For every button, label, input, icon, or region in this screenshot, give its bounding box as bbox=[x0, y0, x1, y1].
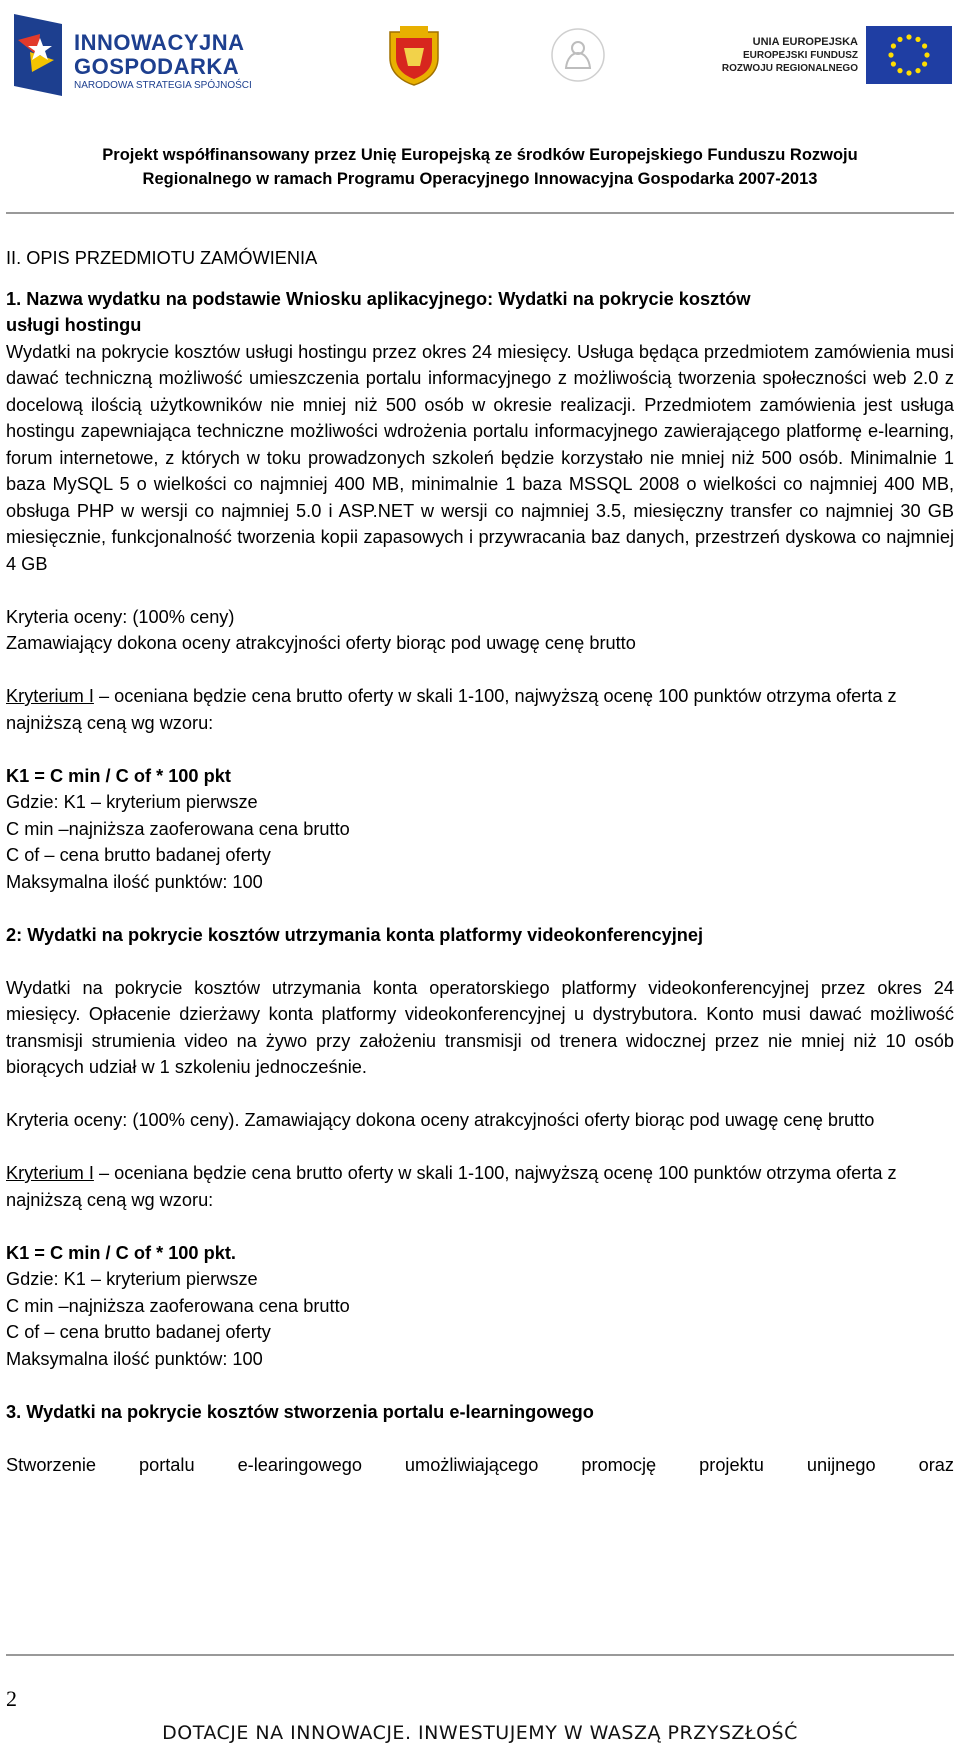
ig-flag-icon bbox=[12, 10, 66, 98]
item1-cmin: C min –najniższa zaoferowana cena brutto bbox=[6, 818, 350, 839]
item1-criteria-desc: Zamawiający dokona oceny atrakcyjności oferty biorąc pod uwagę cenę brutto bbox=[6, 633, 636, 653]
eu-flag-icon bbox=[866, 26, 952, 84]
item2-cmin: C min –najniższa zaoferowana cena brutto bbox=[6, 1295, 350, 1316]
item2-where: Gdzie: K1 – kryterium pierwsze bbox=[6, 1269, 258, 1289]
document-body bbox=[6, 245, 954, 1478]
item2-heading: 2: Wydatki na pokrycie kosztów utrzymania konta platformy videokonferencyjnej bbox=[6, 924, 704, 945]
crest-icon bbox=[386, 24, 442, 86]
item1-criteria: Kryteria oceny: (100% ceny) bbox=[6, 606, 235, 627]
header-divider bbox=[6, 212, 954, 214]
item1-kryterium-text: – oceniana będzie cena brutto oferty w skali 1-100, najwyższą ocenę 100 punktów otrzyma oferta z najniższą ceną wg wzoru: bbox=[6, 686, 897, 733]
item1-formula: K1 = C min / C of * 100 pkt bbox=[6, 765, 231, 786]
item3-heading: 3. Wydatki na pokrycie kosztów stworzenia portalu e-learningowego bbox=[6, 1401, 594, 1422]
item2-kryterium-label: Kryterium I bbox=[6, 1163, 94, 1183]
item1-cof: C of – cena brutto badanej oferty bbox=[6, 845, 271, 865]
eu-logo-line3: ROZWOJU REGIONALNEGO bbox=[721, 63, 858, 74]
item2-kryterium-text: – oceniana będzie cena brutto oferty w skali 1-100, najwyższą ocenę 100 punktów otrzyma oferta z najniższą ceną wg wzoru: bbox=[6, 1163, 897, 1210]
innowacyjna-gospodarka-logo bbox=[12, 10, 282, 100]
project-note-line1: Projekt współfinansowany przez Unię Europejską ze środków Europejskiego Funduszu Rozwoju bbox=[102, 146, 858, 164]
item2-formula: K1 = C min / C of * 100 pkt. bbox=[6, 1242, 236, 1263]
footer-divider bbox=[6, 1654, 954, 1656]
item2-description: Wydatki na pokrycie kosztów utrzymania konta operatorskiego platformy videokonferencyjnej przez okres 24 miesięcy. Opłacenie dzierżawy konta platformy videokonferencyjnej u dystrybutora. Konto musi dawać możliwość transmisji strumienia video na żywo przy założeniu transmisji od trenera widocznej przez nie mniej niż 10 osób biorących udział w 1 szkoleniu jednocześnie. bbox=[6, 977, 954, 1077]
item1-kryterium bbox=[6, 683, 954, 736]
foundation-logo-icon bbox=[548, 26, 608, 84]
item1-where: Gdzie: K1 – kryterium pierwsze bbox=[6, 792, 258, 812]
eu-logo-line1: UNIA EUROPEJSKA bbox=[752, 36, 858, 48]
item2-kryterium bbox=[6, 1160, 954, 1213]
ig-logo-line3: NARODOWA STRATEGIA SPÓJNOŚCI bbox=[74, 80, 252, 91]
item2-max-points: Maksymalna ilość punktów: 100 bbox=[6, 1348, 263, 1369]
eu-fund-logo bbox=[712, 26, 952, 86]
item1-description: Wydatki na pokrycie kosztów usługi hostingu przez okres 24 miesięcy. Usługa będąca przedmiotem zamówienia musi dawać techniczną możliwość umieszczenia portalu informacyjnego z możliwością tworzenia społeczności web 2.0 z docelową ilością użytkowników nie mniej niż 500 osób w okresie realizacji. Przedmiotem zamówienia jest usługa hostingu zapewniająca techniczne możliwości wdrożenia portalu informacyjnego zawierającego platformę e-learning, forum internetowe, z których w toku prowadzonych szkoleń będzie korzystało nie mniej niż 500 osób. Minimalnie 1 baza MySQL 5 o wielkości co najmniej 400 MB, minimalnie 1 baza MSSQL 2008 o wielkości co najmniej 400 MB, obsługa PHP w wersji co najmniej 5.0 i ASP.NET w wersji co najmniej 3.5, miesięczny transfer co najmniej 30 GB miesięcznie, funkcjonalność tworzenia kopii zapasowych i przywracania baz danych, przestrzeń dyskowa co najmniej 4 GB bbox=[6, 341, 954, 574]
section-title: II. OPIS PRZEDMIOTU ZAMÓWIENIA bbox=[6, 248, 318, 268]
item2-criteria: Kryteria oceny: (100% ceny). Zamawiający dokona oceny atrakcyjności oferty biorąc pod uwagę cenę brutto bbox=[6, 1110, 875, 1130]
logo-bar bbox=[0, 6, 960, 106]
item1-heading-line1: 1. Nazwa wydatku na podstawie Wniosku aplikacyjnego: Wydatki na pokrycie kosztów bbox=[6, 288, 751, 309]
page-number: 2 bbox=[6, 1686, 17, 1711]
project-note-line2: Regionalnego w ramach Programu Operacyjnego Innowacyjna Gospodarka 2007-2013 bbox=[142, 170, 818, 188]
ig-logo-line2: GOSPODARKA bbox=[74, 54, 240, 79]
item3-description-start: Stworzenie portalu e-learingowego umożliwiającego promocję projektu unijnego oraz bbox=[6, 1454, 954, 1475]
item1-max-points: Maksymalna ilość punktów: 100 bbox=[6, 871, 263, 892]
eu-logo-line2: EUROPEJSKI FUNDUSZ bbox=[742, 50, 858, 61]
item2-cof: C of – cena brutto badanej oferty bbox=[6, 1322, 271, 1342]
footer-slogan: DOTACJE NA INNOWACJE. INWESTUJEMY W WASZĄ PRZYSZŁOŚĆ bbox=[162, 1722, 798, 1744]
item1-heading-line2: usługi hostingu bbox=[6, 315, 142, 335]
ig-logo-line1: INNOWACYJNA bbox=[74, 30, 245, 55]
item1-kryterium-label: Kryterium I bbox=[6, 686, 94, 706]
project-cofinancing-note bbox=[0, 143, 960, 191]
